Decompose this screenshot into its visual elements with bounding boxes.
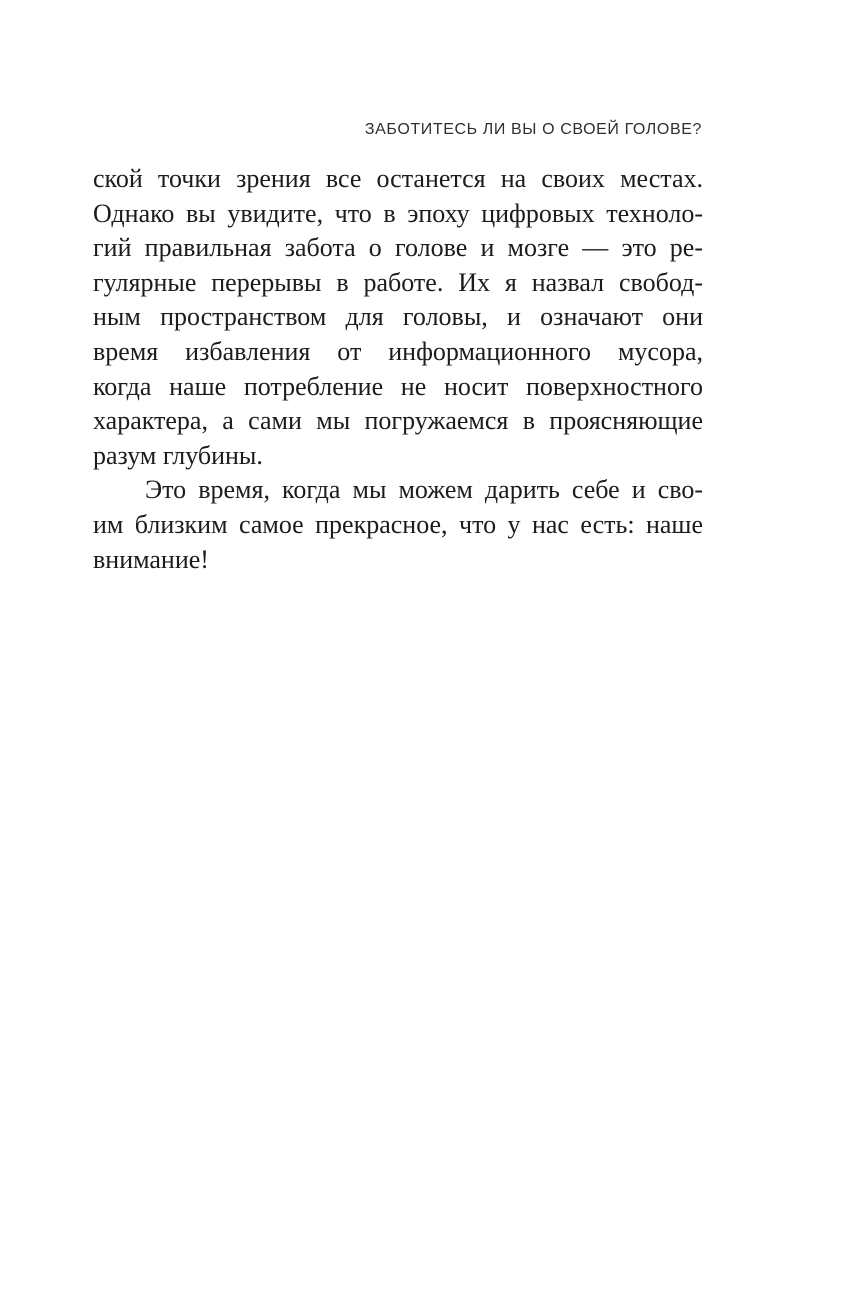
text-line: когда наше потребление не носит поверхностного xyxy=(93,371,703,401)
text-line: им близким самое прекрасное, что у нас есть: наше xyxy=(93,509,703,539)
text-line: ным пространством для головы, и означают они xyxy=(93,302,703,332)
text-line: внимание! xyxy=(93,544,209,574)
running-header: ЗАБОТИТЕСЬ ЛИ ВЫ О СВОЕЙ ГОЛОВЕ? xyxy=(364,121,702,138)
text-line: характера, а сами мы погружаемся в проясняющие xyxy=(93,406,703,436)
text-line: Однако вы увидите, что в эпоху цифровых техноло- xyxy=(93,198,703,228)
text-line: разум глубины. xyxy=(93,440,263,470)
text-line: гулярные перерывы в работе. Их я назвал свобод- xyxy=(93,267,703,297)
text-line: гий правильная забота о голове и мозге — это ре- xyxy=(93,233,703,263)
text-line: ской точки зрения все останется на своих местах. xyxy=(93,164,703,193)
text-line: Это время, когда мы можем дарить себе и сво- xyxy=(145,475,703,505)
page-text xyxy=(93,162,703,577)
text-line: время избавления от информационного мусора, xyxy=(93,336,703,366)
